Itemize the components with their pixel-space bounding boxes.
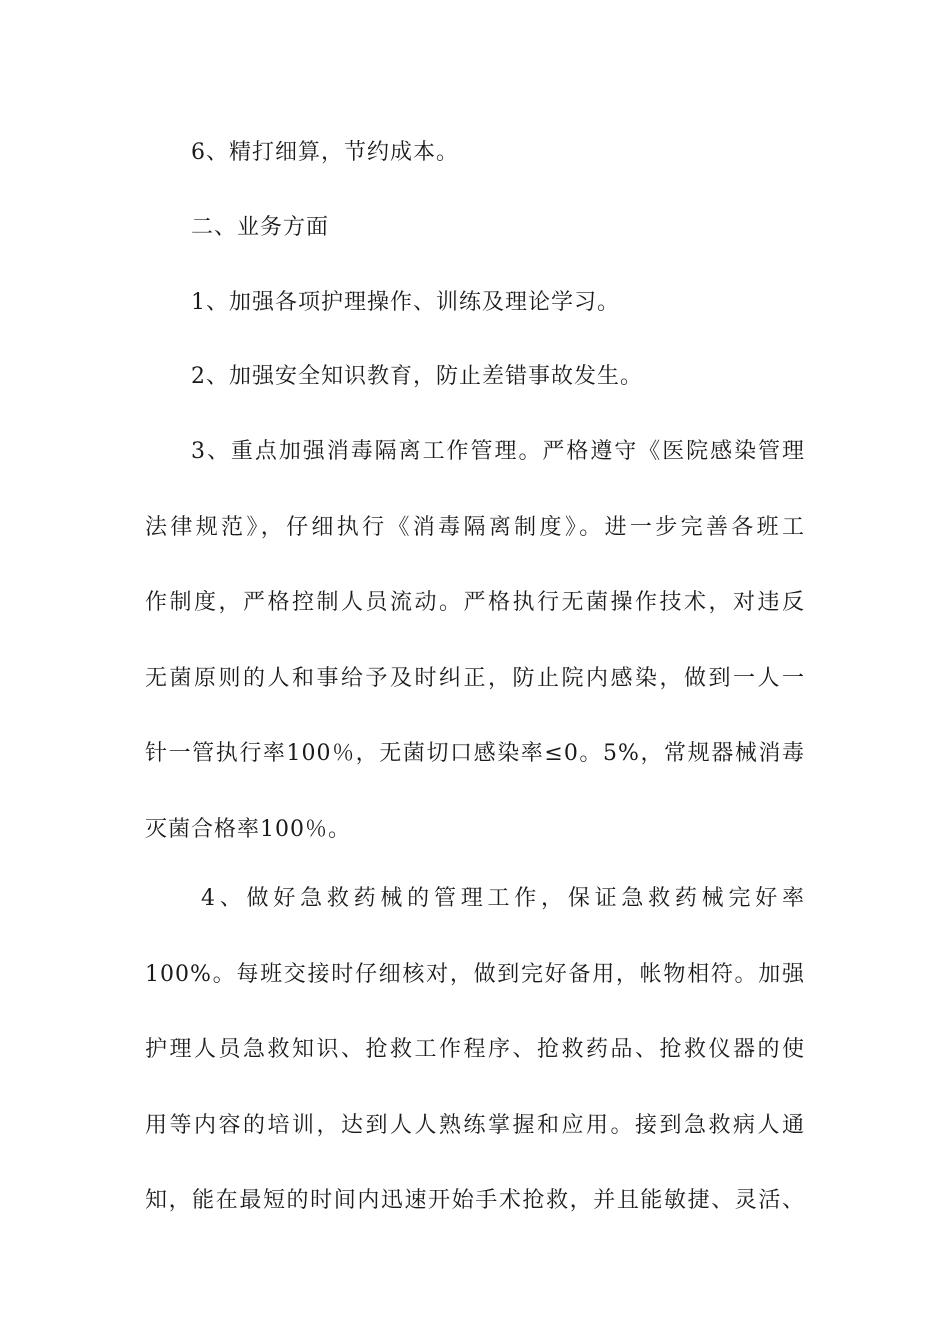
- text-line: 4、做好急救药械的管理工作，保证急救药械完好率: [201, 886, 805, 911]
- section-heading-business: [145, 190, 805, 266]
- paragraph-item-2: [145, 339, 805, 415]
- text-line: 1、加强各项护理操作、训练及理论学习。: [191, 290, 620, 315]
- text-line: 针一管执行率100％，无菌切口感染率≤0。5%，常规器械消毒: [145, 741, 805, 766]
- paragraph-item-1: [145, 265, 805, 341]
- paragraph-item-4: [145, 861, 805, 1239]
- text-line: 2、加强安全知识教育，防止差错事故发生。: [191, 364, 643, 389]
- text-line: 灭菌合格率100％。: [145, 816, 351, 842]
- text-line: 知，能在最短的时间内迅速开始手术抢救，并且能敏捷、灵活、: [145, 1188, 805, 1213]
- text-line: 6、精打细算，节约成本。: [191, 140, 459, 165]
- text-line: 作制度，严格控制人员流动。严格执行无菌操作技术，对违反: [145, 590, 805, 615]
- paragraph-item-3: [145, 414, 805, 867]
- text-line: 无菌原则的人和事给予及时纠正，防止院内感染，做到一人一: [145, 665, 805, 691]
- text-line: 3、重点加强消毒隔离工作管理。严格遵守《医院感染管理: [191, 439, 805, 464]
- text-line: 用等内容的培训，达到人人熟练掌握和应用。接到急救病人通: [145, 1112, 805, 1138]
- paragraph-cost-saving: [145, 115, 805, 191]
- text-line: 护理人员急救知识、抢救工作程序、抢救药品、抢救仪器的使: [145, 1037, 805, 1062]
- text-line: 100%。每班交接时仔细核对，做到完好备用，帐物相符。加强: [145, 961, 805, 987]
- text-line: 二、业务方面: [191, 215, 330, 240]
- text-line: 法律规范》，仔细执行《消毒隔离制度》。进一步完善各班工: [145, 514, 805, 540]
